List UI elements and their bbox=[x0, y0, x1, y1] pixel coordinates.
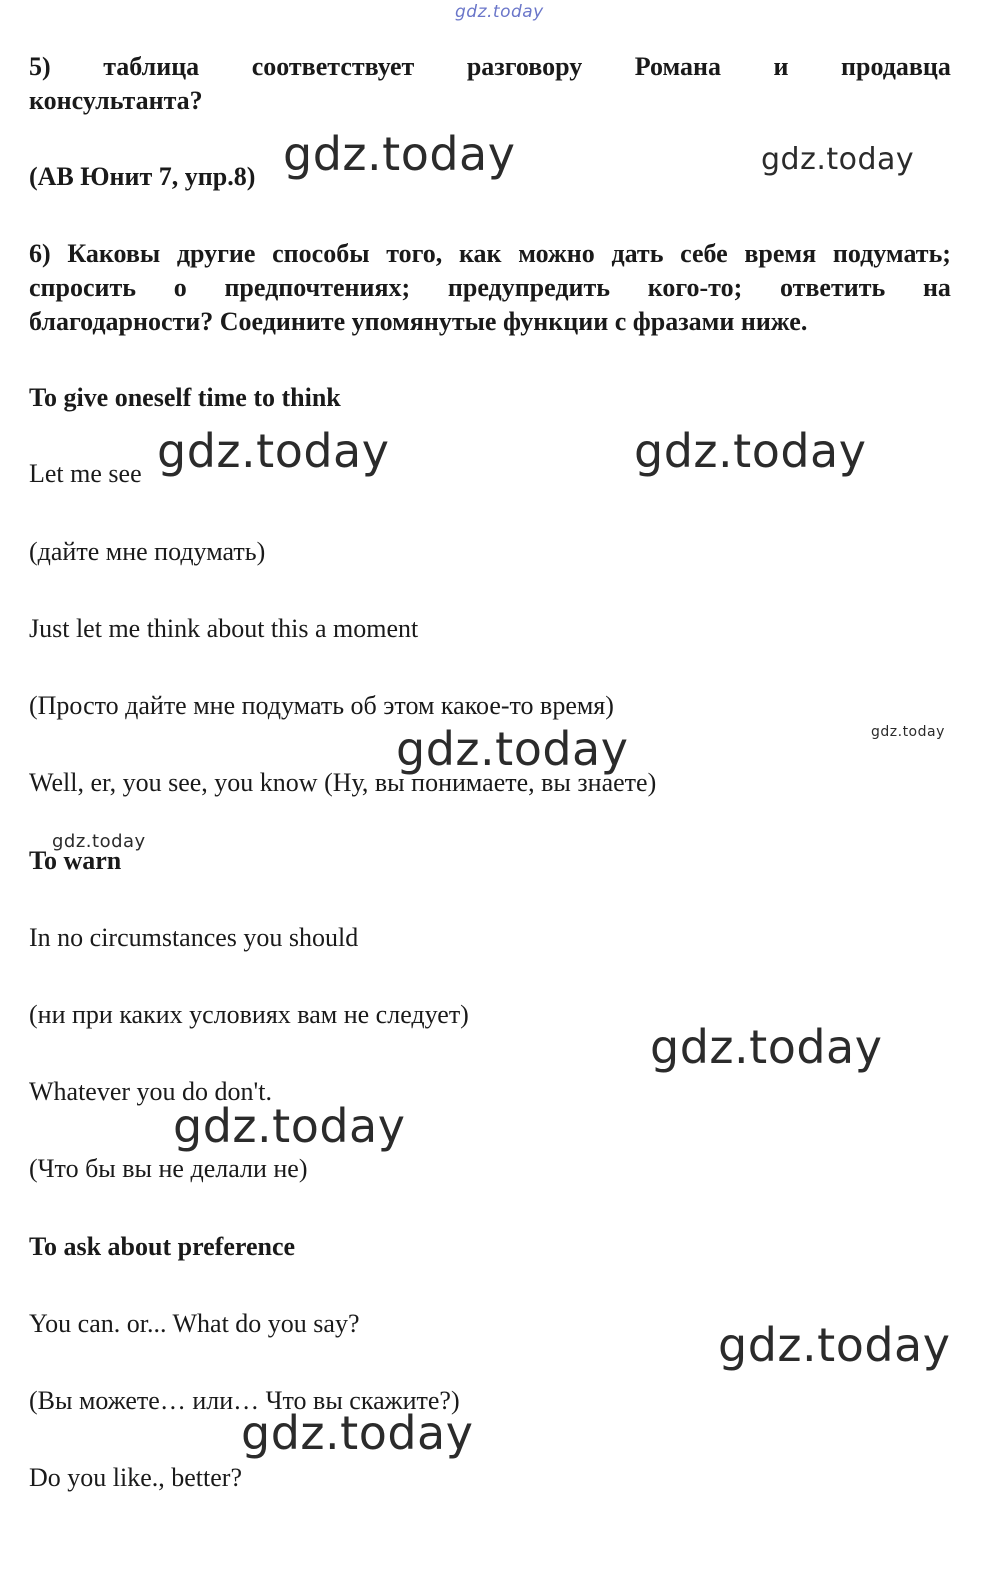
watermark: gdz.today bbox=[718, 1318, 951, 1372]
watermark: gdz.today bbox=[650, 1020, 883, 1074]
watermark-top: gdz.today bbox=[455, 2, 544, 22]
q6-word: себе bbox=[680, 239, 728, 268]
phrase-translation: (Просто дайте мне подумать об этом какое-то время) bbox=[29, 691, 614, 720]
q6-word: можно bbox=[518, 239, 595, 268]
q5-word: продавца bbox=[841, 52, 951, 81]
section-heading-think: To give oneself time to think bbox=[29, 383, 341, 412]
q6-word: о bbox=[173, 273, 187, 302]
watermark: gdz.today bbox=[634, 424, 867, 478]
q6-word: способы bbox=[272, 239, 370, 268]
phrase-translation: (ни при каких условиях вам не следует) bbox=[29, 1000, 469, 1029]
q6-word: на bbox=[922, 273, 951, 302]
q5-word: разговору bbox=[466, 52, 583, 81]
watermark: gdz.today bbox=[396, 722, 629, 776]
watermark: gdz.today bbox=[283, 127, 516, 181]
q6-word: того, bbox=[386, 239, 443, 268]
q6-word: как bbox=[458, 239, 502, 268]
watermark: gdz.today bbox=[761, 142, 915, 177]
watermark: gdz.today bbox=[871, 724, 945, 740]
phrase-well-er: Well, er, you see, you know (Ну, вы понимаете, вы знаете) bbox=[29, 768, 657, 797]
q6-word: 6) bbox=[29, 239, 51, 268]
q6-word: предпочтениях; bbox=[224, 273, 411, 302]
question6-line2 bbox=[29, 271, 951, 305]
phrase-whatever-you-do: Whatever you do don't. bbox=[29, 1077, 272, 1106]
q5-word: 5) bbox=[29, 52, 51, 81]
q5-word: соответствует bbox=[251, 52, 415, 81]
phrase-just-let-me-think: Just let me think about this a moment bbox=[29, 614, 419, 643]
q6-word: другие bbox=[176, 239, 256, 268]
section-heading-preference: To ask about preference bbox=[29, 1232, 296, 1261]
phrase-let-me-see: Let me see bbox=[29, 459, 142, 488]
q5-word: и bbox=[773, 52, 789, 81]
watermark: gdz.today bbox=[52, 831, 146, 852]
question5-line2: консультанта? bbox=[29, 86, 203, 115]
phrase-you-can-or: You can. or... What do you say? bbox=[29, 1309, 360, 1338]
q6-word: ответить bbox=[779, 273, 886, 302]
q6-word: Каковы bbox=[67, 239, 161, 268]
question5-reference: (АВ Юнит 7, упр.8) bbox=[29, 162, 256, 191]
question5-line1 bbox=[29, 50, 951, 84]
q5-word: Романа bbox=[634, 52, 722, 81]
question6-line1 bbox=[29, 237, 951, 271]
q6-word: подумать; bbox=[832, 239, 951, 268]
q6-word: время bbox=[744, 239, 817, 268]
phrase-no-circumstances: In no circumstances you should bbox=[29, 923, 359, 952]
watermark: gdz.today bbox=[173, 1099, 406, 1153]
q5-word: таблица bbox=[103, 52, 200, 81]
q6-word: дать bbox=[611, 239, 664, 268]
phrase-do-you-like: Do you like., better? bbox=[29, 1463, 242, 1492]
q6-word: предупредить bbox=[447, 273, 610, 302]
question6-line3: благодарности? Соедините упомянутые функции с фразами ниже. bbox=[29, 307, 808, 336]
watermark: gdz.today bbox=[157, 424, 390, 478]
watermark: gdz.today bbox=[241, 1406, 474, 1460]
q6-word: спросить bbox=[29, 273, 137, 302]
phrase-translation: (Вы можете… или… Что вы скажите?) bbox=[29, 1386, 460, 1415]
phrase-translation: (Что бы вы не делали не) bbox=[29, 1154, 308, 1183]
section-heading-warn: To warn bbox=[29, 846, 122, 875]
q6-word: кого-то; bbox=[647, 273, 743, 302]
phrase-translation: (дайте мне подумать) bbox=[29, 537, 266, 566]
